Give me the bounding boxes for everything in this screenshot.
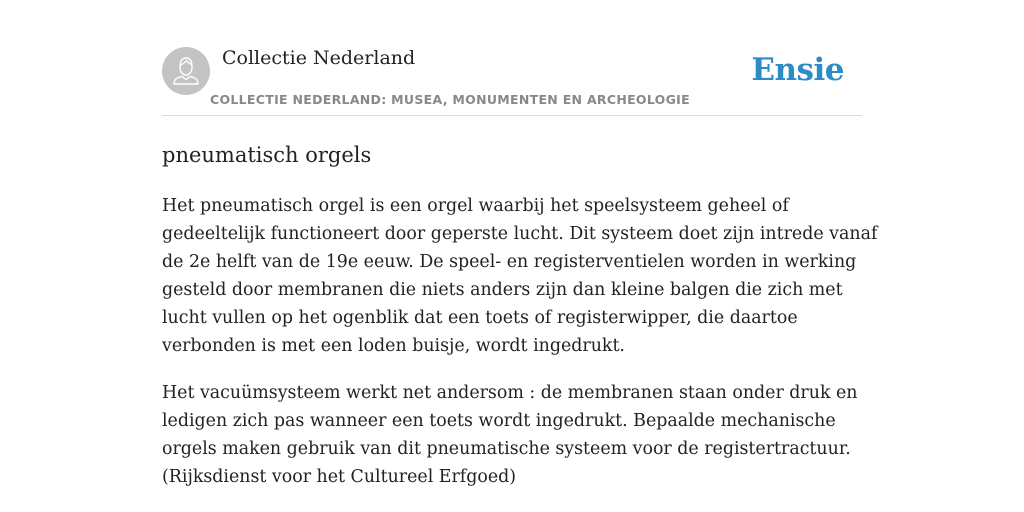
paragraph-1-line: gesteld door membranen die niets anders zijn dan kleine balgen die zich met [162, 280, 843, 300]
paragraph-2-line: Het vacuümsysteem werkt net andersom : de membranen staan onder druk en [162, 383, 858, 403]
paragraph-2 [162, 379, 862, 491]
paragraph-1-line: de 2e helft van de 19e eeuw. De speel- en registerventielen worden in werking [162, 252, 857, 272]
paragraph-2-line: (Rijksdienst voor het Cultureel Erfgoed) [162, 467, 517, 487]
article-body [162, 192, 878, 510]
paragraph-1-line: gedeeltelijk functioneert door geperste lucht. Dit systeem doet zijn intrede vanaf [162, 224, 878, 244]
article-title: pneumatisch orgels [162, 143, 372, 167]
user-icon [162, 47, 210, 95]
paragraph-1 [162, 192, 878, 360]
collection-label[interactable]: COLLECTIE NEDERLAND: MUSEA, MONUMENTEN EN ARCHEOLOGIE [210, 92, 690, 107]
paragraph-1-line: lucht vullen op het ogenblik dat een toets of registerwipper, die daartoe [162, 308, 798, 328]
paragraph-2-line: ledigen zich pas wanneer een toets wordt ingedrukt. Bepaalde mechanische [162, 411, 836, 431]
paragraph-2-line: orgels maken gebruik van dit pneumatische systeem voor de registertractuur. [162, 439, 851, 459]
article-header [162, 46, 862, 116]
paragraph-1-line: verbonden is met een loden buisje, wordt ingedrukt. [162, 336, 625, 356]
ensie-logo[interactable]: Ensie [751, 52, 844, 88]
author-avatar[interactable] [162, 47, 210, 95]
paragraph-1-line: Het pneumatisch orgel is een orgel waarbij het speelsysteem geheel of [162, 196, 789, 216]
author-name[interactable]: Collectie Nederland [222, 47, 416, 69]
